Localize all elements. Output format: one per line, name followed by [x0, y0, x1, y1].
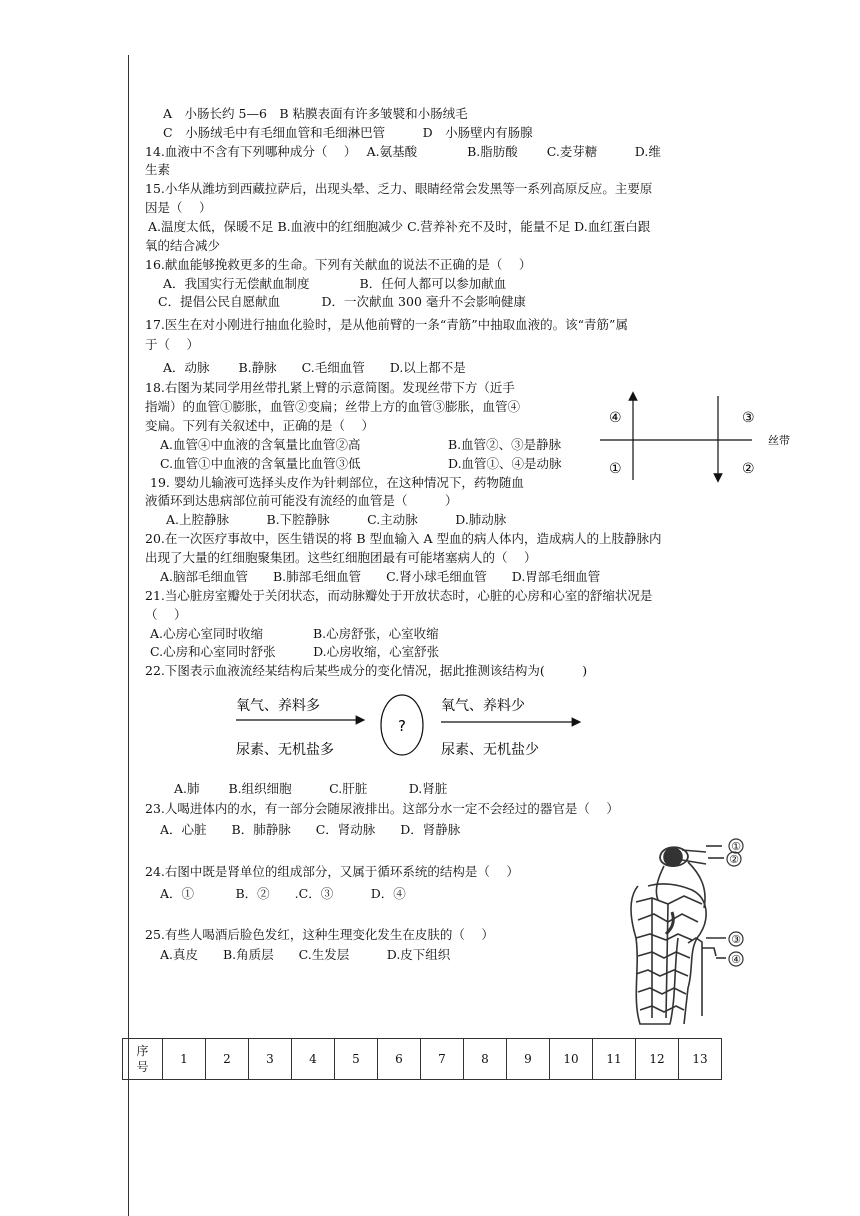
q22-options: A.肺 B.组织细胞 C.肝脏 D.肾脏 [174, 781, 448, 796]
q24-stem: 24.右图中既是肾单位的组成部分，又属于循环系统的结构是（ ） [145, 864, 519, 879]
q15-line2: 因是（ ） [145, 200, 212, 215]
q22-right-top: 氧气、养料少 [441, 698, 525, 714]
answer-table-row [123, 1039, 722, 1080]
q14-line1: 14.血液中不含有下列哪种成分（ ） A.氨基酸 B.脂肪酸 C.麦芽糖 D.维 [145, 144, 661, 159]
label-2: ② [742, 461, 755, 477]
q21-options-ab: A.心房心室同时收缩 B.心房舒张，心室收缩 [150, 626, 439, 641]
answer-cell-1: 1 [163, 1039, 206, 1080]
q16-options-ab: A．我国实行无偿献血制度 B．任何人都可以参加献血 [163, 276, 507, 291]
answer-cell-7: 7 [421, 1039, 464, 1080]
q22-stem: 22.下图表示血液流经某结构后某些成分的变化情况，据此推测该结构为( ) [145, 663, 588, 678]
q20-line1: 20.在一次医疗事故中，医生错误的将 B 型血输入 A 型血的病人体内，造成病人的上肢静脉内 [145, 531, 662, 546]
q19-options: A.上腔静脉 B.下腔静脉 C.主动脉 D.肺动脉 [166, 512, 507, 527]
q13-option-cd: C 小肠绒毛中有毛细血管和毛细淋巴管 D 小肠壁内有肠腺 [163, 125, 533, 140]
q16-options-cd: C．提倡公民自愿献血 D．一次献血 300 毫升不会影响健康 [158, 294, 526, 309]
nephron-label-3: ③ [731, 933, 741, 946]
label-1: ① [609, 461, 622, 477]
answer-cell-10: 10 [550, 1039, 593, 1080]
q21-line1: 21.当心脏房室瓣处于关闭状态，而动脉瓣处于开放状态时，心脏的心房和心室的舒缩状况是 [145, 588, 653, 603]
answer-cell-11: 11 [593, 1039, 636, 1080]
q18-option-a: A.血管④中血液的含氧量比血管②高 [160, 437, 361, 452]
answer-cell-8: 8 [464, 1039, 507, 1080]
answer-table [122, 1038, 722, 1080]
q19-line1: 19. 婴幼儿输液可选择头皮作为针刺部位，在这种情况下，药物随血 [150, 475, 524, 490]
answer-cell-9: 9 [507, 1039, 550, 1080]
nephron-label-4: ④ [731, 953, 741, 966]
answer-cell-12: 12 [636, 1039, 679, 1080]
q22-flow-diagram [230, 688, 590, 768]
answer-cell-5: 5 [335, 1039, 378, 1080]
q21-options-cd: C.心房和心室同时舒张 D.心房收缩，心室舒张 [150, 644, 440, 659]
q18-line3: 变扁。下列有关叙述中，正确的是（ ） [145, 418, 374, 433]
q17-options: A．动脉 B.静脉 C.毛细血管 D.以上都不是 [163, 360, 466, 375]
q18-line1: 18.右图为某同学用丝带扎紧上臂的示意简图。发现丝带下方（近手 [145, 380, 515, 395]
q22-left-bottom: 尿素、无机盐多 [236, 742, 334, 758]
answer-cell-13: 13 [679, 1039, 722, 1080]
q15-line4: 氧的结合减少 [145, 238, 221, 253]
q25-options: A.真皮 B.角质层 C.生发层 D.皮下组织 [160, 947, 451, 962]
q25-stem: 25.有些人喝酒后脸色发红，这种生理变化发生在皮肤的（ ） [145, 927, 494, 942]
q20-line2: 出现了大量的红细胞聚集团。这些红细胞团最有可能堵塞病人的（ ） [145, 550, 537, 565]
q24-options: A．① B．② .C．③ D．④ [160, 886, 406, 901]
q15-line3: A.温度太低，保暖不足 B.血液中的红细胞减少 C.营养补充不及时，能量不足 D.血红蛋白跟 [148, 219, 651, 234]
answer-table-header: 序号 [123, 1039, 163, 1080]
ribbon-label: 丝带 [768, 434, 790, 447]
q22-question-mark: ? [398, 717, 406, 735]
q23-options: A．心脏 B．肺静脉 C．肾动脉 D．肾静脉 [160, 822, 461, 837]
q21-line2: （ ） [145, 607, 187, 622]
nephron-diagram [618, 838, 780, 1030]
q22-right-bottom: 尿素、无机盐少 [441, 742, 539, 758]
q13-option-ab: A 小肠长约 5—6 B 粘膜表面有许多皱襞和小肠绒毛 [163, 106, 468, 121]
q15-line1: 15.小华从潍坊到西藏拉萨后，出现头晕、乏力、眼睛经常会发黑等一系列高原反应。主要原 [145, 181, 653, 196]
q17-line1: 17.医生在对小刚进行抽血化验时，是从他前臂的一条“青筋”中抽取血液的。该“青筋”属 [145, 317, 628, 332]
nephron-label-2: ② [729, 853, 739, 866]
answer-cell-6: 6 [378, 1039, 421, 1080]
label-4: ④ [609, 410, 622, 426]
q18-option-b: B.血管②、③是静脉 [448, 437, 562, 452]
q17-line2: 于（ ） [145, 337, 199, 352]
q16-stem: 16.献血能够挽救更多的生命。下列有关献血的说法不正确的是（ ） [145, 257, 532, 272]
q23-stem: 23.人喝进体内的水，有一部分会随尿液排出。这部分水一定不会经过的器官是（ ） [145, 801, 619, 816]
q18-ribbon-diagram [600, 388, 810, 488]
label-3: ③ [742, 410, 755, 426]
q14-line2: 生素 [145, 162, 171, 177]
q19-line2: 液循环到达患病部位前可能没有流经的血管是（ ） [145, 493, 458, 508]
q18-option-c: C.血管①中血液的含氧量比血管③低 [160, 456, 361, 471]
q20-options: A.脑部毛细血管 B.肺部毛细血管 C.肾小球毛细血管 D.胃部毛细血管 [160, 569, 601, 584]
answer-cell-3: 3 [249, 1039, 292, 1080]
answer-cell-4: 4 [292, 1039, 335, 1080]
nephron-label-1: ① [731, 840, 741, 853]
answer-cell-2: 2 [206, 1039, 249, 1080]
q18-option-d: D.血管①、④是动脉 [448, 456, 562, 471]
q22-left-top: 氧气、养料多 [236, 698, 320, 714]
q18-line2: 指端）的血管①膨胀，血管②变扁；丝带上方的血管③膨胀，血管④ [145, 399, 521, 414]
